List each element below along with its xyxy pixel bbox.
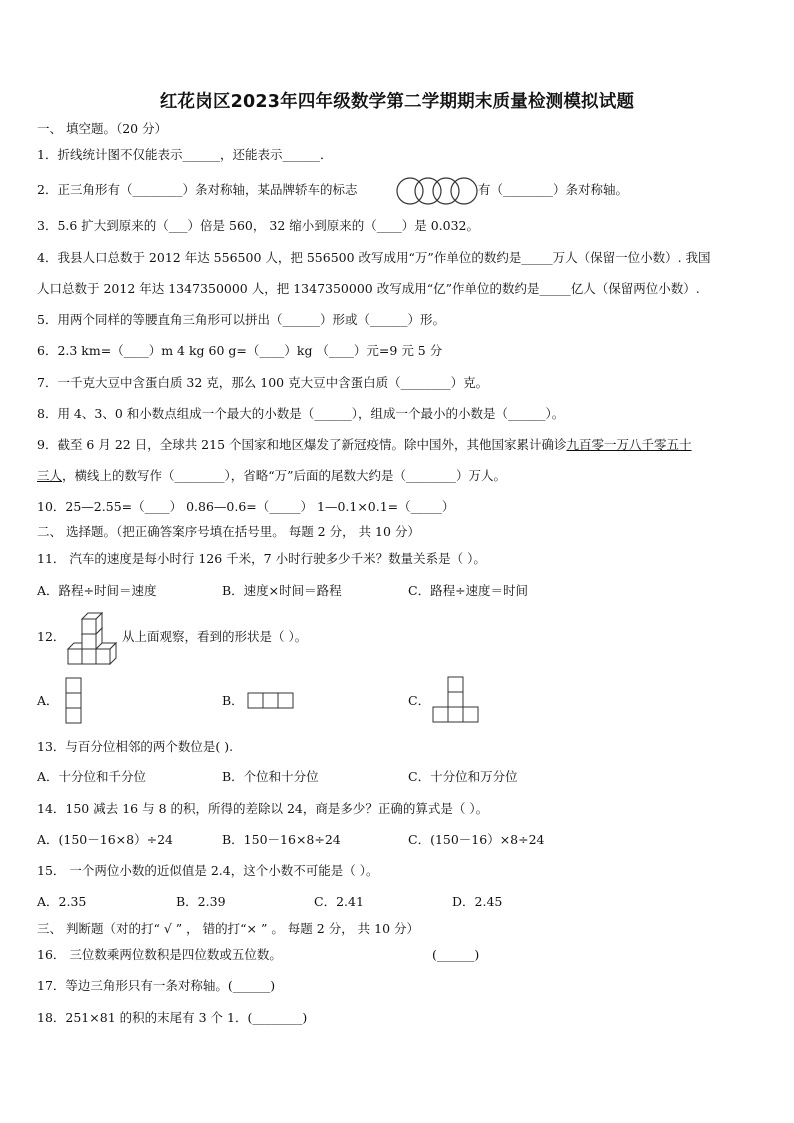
option-c-l-shape-squares-figure [432, 676, 484, 724]
question-13-option-c[interactable]: C．十分位和万分位 [408, 769, 518, 784]
question-11-option-c[interactable]: C．路程÷速度＝时间 [408, 583, 529, 598]
section-fill-blank-heading: 一、 填空题。（20 分） [37, 121, 168, 136]
question-14-option-c[interactable]: C．(150－16）×8÷24 [408, 832, 545, 847]
section-judge-heading: 三、 判断题（对的打“ √ ” ， 错的打“× ” 。 每题 2 分， 共 10 分） [37, 921, 420, 936]
question-16-answer-blank[interactable]: (______) [432, 947, 480, 962]
section-choice-heading: 二、 选择题。（把正确答案序号填在括号里。 每题 2 分， 共 10 分） [37, 524, 420, 539]
question-11: 11． 汽车的速度是每小时行 126 千米，7 小时行驶多少千米？数量关系是（ ）。 [37, 551, 486, 566]
question-9-underlined-number: 九百零一万八千零五十 [566, 437, 692, 452]
question-16: 16． 三位数乘两位数积是四位数或五位数。 [37, 947, 282, 962]
question-1: 1．折线统计图不仅能表示______，还能表示______． [37, 147, 333, 162]
question-4-line-1: 4．我县人口总数于 2012 年达 556500 人，把 556500 改写成用“万”作单位的数约是_____万人（保留一位小数）. 我国 [37, 250, 711, 265]
option-b-horizontal-squares-figure [247, 692, 297, 712]
question-15: 15． 一个两位小数的近似值是 2.4，这个小数不可能是（ ）。 [37, 863, 379, 878]
question-17: 17．等边三角形只有一条对称轴。(______) [37, 978, 276, 993]
question-14-option-a[interactable]: A．(150－16×8）÷24 [37, 832, 173, 847]
question-13-option-b[interactable]: B．个位和十分位 [222, 769, 319, 784]
question-2-part-a: 2．正三角形有（________）条对称轴，某品牌轿车的标志 [37, 182, 358, 197]
question-12-option-a[interactable]: A． [37, 693, 59, 708]
question-11-option-b[interactable]: B．速度×时间＝路程 [222, 583, 342, 598]
question-15-option-d[interactable]: D．2.45 [452, 894, 503, 909]
question-18: 18．251×81 的积的末尾有 3 个 1．(________) [37, 1010, 308, 1025]
question-11-option-a[interactable]: A．路程÷时间＝速度 [37, 583, 157, 598]
question-12-option-c[interactable]: C． [408, 693, 431, 708]
question-6: 6．2.3 km=（____）m 4 kg 60 g=（____）kg （____）元=9 元 5 分 [37, 343, 443, 358]
question-12-option-b[interactable]: B． [222, 693, 244, 708]
question-12-number: 12． [37, 629, 66, 644]
question-3: 3．5.6 扩大到原来的（___）倍是 560， 32 缩小到原来的（____）是 0.032。 [37, 218, 479, 233]
question-4-line-2: 人口总数于 2012 年达 1347350000 人，把 1347350000 改写成用“亿”作单位的数约是_____亿人（保留两位小数）. [37, 281, 700, 296]
option-a-vertical-squares-figure [65, 677, 85, 725]
question-15-option-b[interactable]: B．2.39 [176, 894, 226, 909]
question-2-part-b: 有（________）条对称轴。 [478, 182, 629, 197]
question-9-line-2 [37, 467, 506, 485]
question-9-underlined-number-end: 三人 [37, 468, 63, 483]
car-logo-rings-icon [396, 177, 478, 205]
question-12-text: 从上面观察，看到的形状是（ ）。 [122, 629, 308, 644]
question-9-line-1 [37, 436, 692, 454]
question-15-option-a[interactable]: A．2.35 [37, 894, 87, 909]
question-13-option-a[interactable]: A．十分位和千分位 [37, 769, 147, 784]
question-7: 7．一千克大豆中含蛋白质 32 克，那么 100 克大豆中含蛋白质（________）克。 [37, 375, 489, 390]
question-5: 5．用两个同样的等腰直角三角形可以拼出（______）形或（______）形。 [37, 312, 445, 327]
question-10: 10．25—2.55=（____） 0.86—0.6=（_____） 1—0.1×0.1=（_____） [37, 499, 455, 514]
page-title: 红花岗区2023年四年级数学第二学期期末质量检测模拟试题 [159, 92, 635, 112]
question-9-text-end: ，横线上的数写作（________），省略“万”后面的尾数大约是（________）万人。 [62, 468, 507, 483]
question-8: 8．用 4、3、0 和小数点组成一个最大的小数是（______），组成一个最小的小数是（______）。 [37, 406, 565, 421]
cube-stack-figure [66, 611, 122, 667]
question-9-text: 9．截至 6 月 22 日，全球共 215 个国家和地区爆发了新冠疫情。除中国外，其他国家累计确诊 [37, 437, 567, 452]
question-14: 14．150 减去 16 与 8 的积，所得的差除以 24，商是多少？正确的算式是（ ）。 [37, 801, 489, 816]
question-14-option-b[interactable]: B．150－16×8÷24 [222, 832, 341, 847]
question-15-option-c[interactable]: C．2.41 [314, 894, 364, 909]
question-13: 13．与百分位相邻的两个数位是( ). [37, 739, 234, 754]
